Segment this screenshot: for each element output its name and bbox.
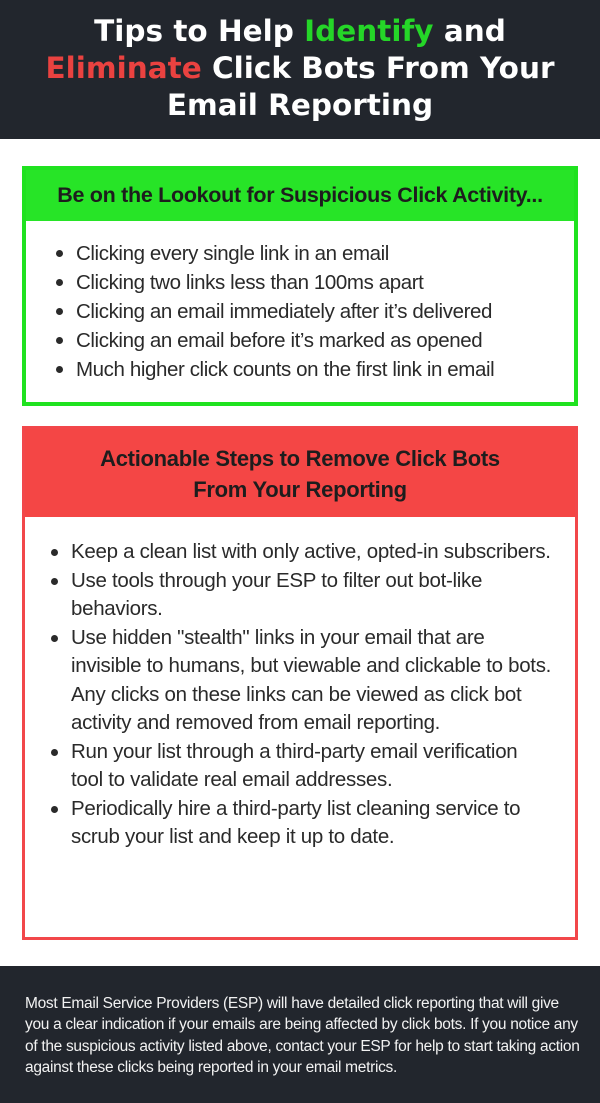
title-text: Email Reporting: [166, 88, 434, 122]
heading-line: Actionable Steps to Remove Click Bots: [100, 446, 500, 471]
list-item: Keep a clean list with only active, opted-in subscribers.: [71, 538, 553, 567]
list-item: Run your list through a third-party email verification tool to validate real email addresses.: [71, 738, 553, 795]
title-text: and: [433, 14, 506, 48]
suspicious-activity-box: [22, 166, 578, 406]
suspicious-activity-list: [26, 221, 574, 384]
suspicious-activity-heading: Be on the Lookout for Suspicious Click Activity...: [26, 170, 574, 221]
heading-line: From Your Reporting: [193, 477, 407, 502]
list-item: Use tools through your ESP to filter out bot-like behaviors.: [71, 567, 553, 624]
header-banner: [0, 0, 600, 139]
title-text: Tips to Help: [94, 14, 305, 48]
footer-text: Most Email Service Providers (ESP) will have detailed click reporting that will give you a clear indication if your emails are being affected by click bots. If you notice any of the suspicious activity listed above, contact your ESP for help to start taking action against these clicks being reported in your email metrics.: [25, 995, 580, 1076]
footer-banner: [0, 966, 600, 1103]
title-highlight-eliminate: Eliminate: [45, 51, 202, 85]
list-item: Clicking every single link in an email: [76, 239, 574, 268]
page-title: [45, 13, 554, 124]
actionable-steps-heading: [25, 429, 575, 517]
actionable-steps-box: [22, 426, 578, 940]
list-item: Periodically hire a third-party list cleaning service to scrub your list and keep it up to date.: [71, 795, 553, 852]
list-item: Clicking an email immediately after it’s delivered: [76, 297, 574, 326]
title-text: Click Bots From Your: [201, 51, 555, 85]
actionable-steps-list: [25, 517, 575, 852]
list-item: Much higher click counts on the first link in email: [76, 355, 574, 384]
title-highlight-identify: Identify: [304, 14, 434, 48]
list-item: Use hidden "stealth" links in your email that are invisible to humans, but viewable and clickable to bots. Any clicks on these links can be viewed as click bot activity and removed from email reporting.: [71, 624, 553, 738]
list-item: Clicking two links less than 100ms apart: [76, 268, 574, 297]
list-item: Clicking an email before it’s marked as opened: [76, 326, 574, 355]
